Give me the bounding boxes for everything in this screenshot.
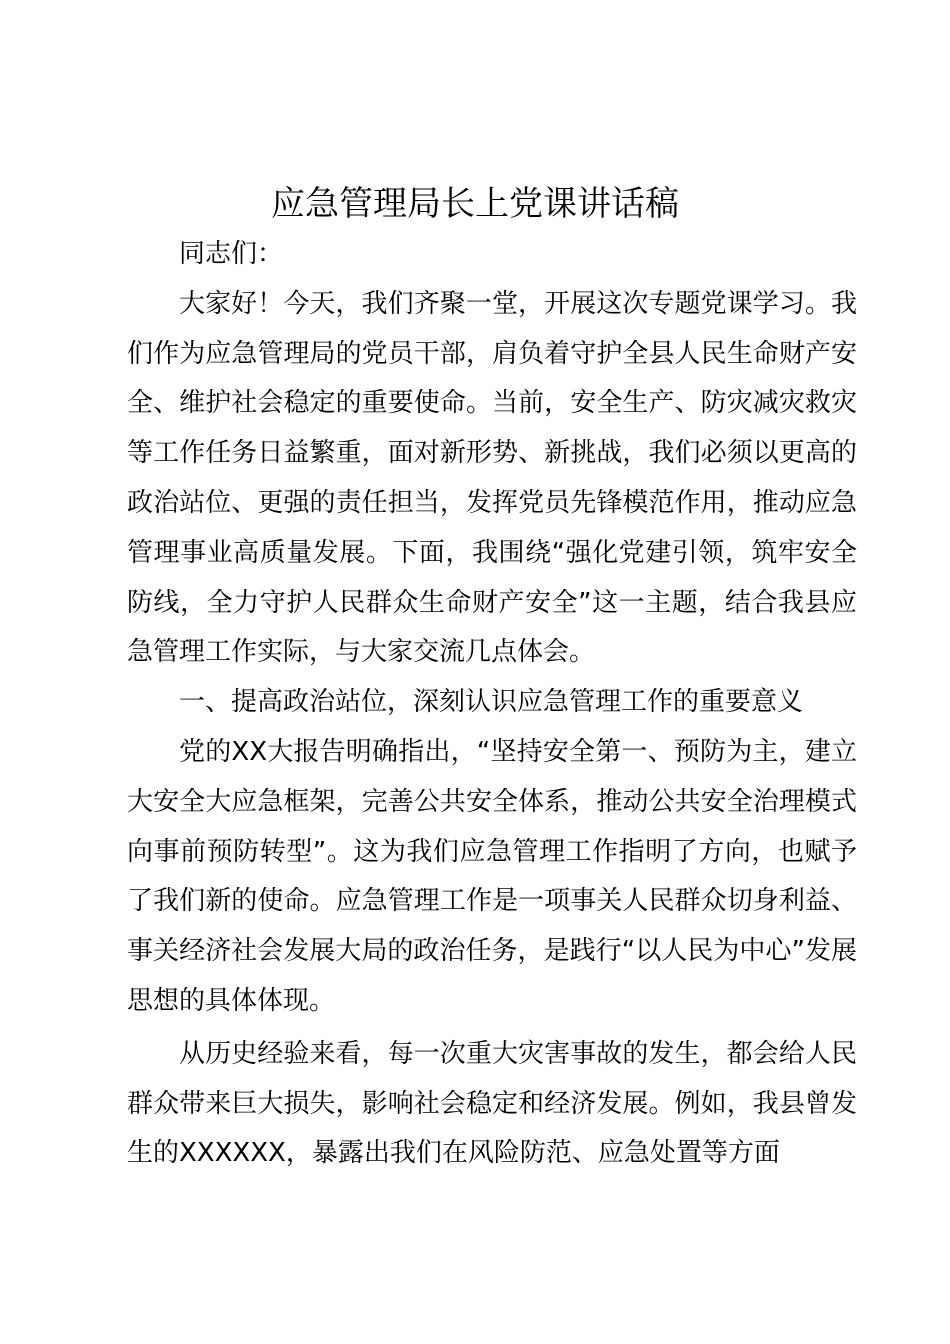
document-title: 应急管理局长上党课讲话稿 bbox=[271, 184, 679, 224]
salutation: 同志们： bbox=[179, 239, 284, 269]
paragraph-history: 从历史经验来看，每一次重大灾害事故的发生，都会给人民群众带来巨大损失，影响社会稳定和经济发展。例如，我县曾发生的XXXXXX，暴露出我们在风险防范、应急处置等方面 bbox=[127, 1038, 857, 1169]
paragraph-report-quote: 党的XX大报告明确指出，“坚持安全第一、预防为主，建立大安全大应急框架，完善公共安全体系，推动公共安全治理模式向事前预防转型”。这为我们应急管理工作指明了方向，也赋予了我们新的使命。应急管理工作是一项事关人民群众切身利益、事关经济社会发展大局的政治任务，是践行“以人民为中心”发展思想的具体体现。 bbox=[127, 736, 857, 1016]
paragraph-intro: 大家好！今天，我们齐聚一堂，开展这次专题党课学习。我们作为应急管理局的党员干部，肩负着守护全县人民生命财产安全、维护社会稳定的重要使命。当前，安全生产、防灾减灾救灾等工作任务日益繁重，面对新形势、新挑战，我们必须以更高的政治站位、更强的责任担当，发挥党员先锋模范作用，推动应急管理事业高质量发展。下面，我围绕“强化党建引领，筑牢安全防线，全力守护人民群众生命财产安全”这一主题，结合我县应急管理工作实际，与大家交流几点体会。 bbox=[127, 288, 857, 668]
section-heading-1: 一、提高政治站位，深刻认识应急管理工作的重要意义 bbox=[179, 687, 804, 718]
document-body bbox=[127, 230, 857, 1179]
